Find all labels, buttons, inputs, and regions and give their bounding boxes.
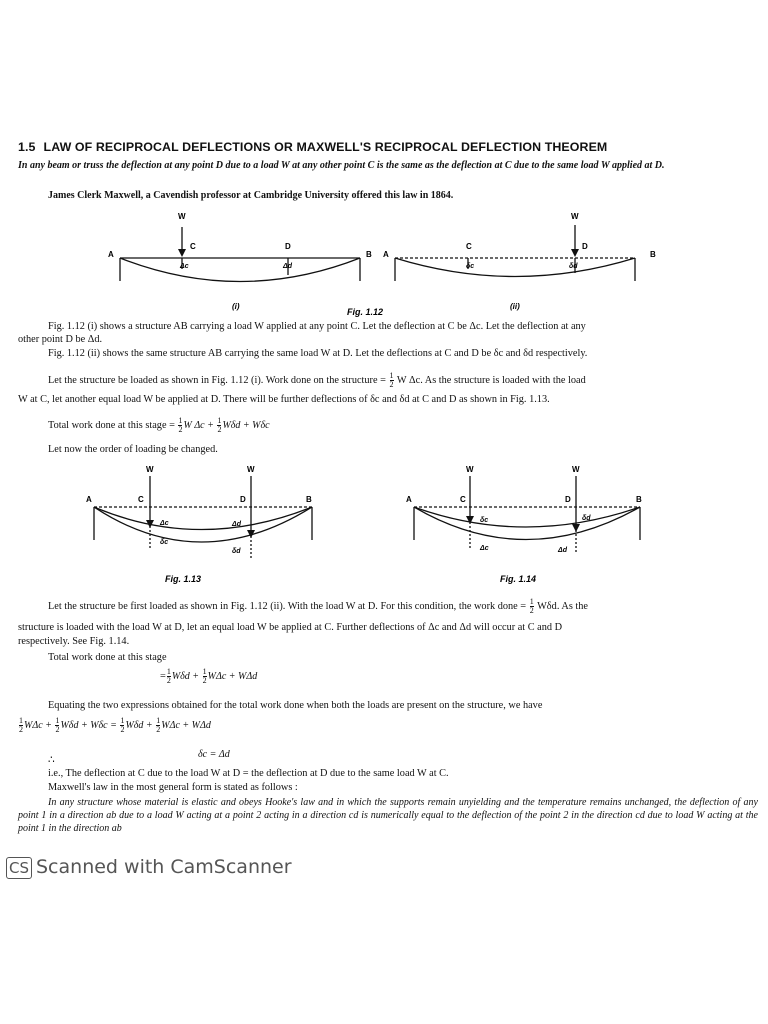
- para-3a-pre: Let the structure be loaded as shown in Fig. 1.12 (i). Work done on the structure =: [48, 374, 386, 386]
- svg-text:Δd: Δd: [558, 547, 567, 554]
- para-3a-post: W Δc. As the structure is loaded with the load: [396, 374, 586, 386]
- camscanner-logo-icon: CS: [6, 857, 32, 879]
- deflected-curve-i: [120, 258, 360, 282]
- therefore-symbol: ∴: [48, 755, 55, 766]
- figure-1-13: [80, 462, 330, 588]
- svg-text:W: W: [247, 465, 255, 474]
- section-heading: [18, 140, 758, 154]
- svg-text:Δc: Δc: [480, 545, 489, 552]
- section-title: LAW OF RECIPROCAL DEFLECTIONS OR MAXWELL'S RECIPROCAL DEFLECTION THEOREM: [43, 140, 608, 154]
- svg-text:δd: δd: [582, 515, 591, 522]
- total-work-2-label: Total work done at this stage: [48, 652, 167, 663]
- result-equation: δc = Δd: [198, 749, 230, 760]
- label-c-i: C: [190, 242, 196, 251]
- svg-text:C: C: [460, 495, 466, 504]
- svg-text:D: D: [240, 495, 246, 504]
- para-1b: other point D be Δd.: [18, 334, 103, 345]
- svg-text:W: W: [572, 465, 580, 474]
- deflected-curve-ii: [395, 258, 635, 277]
- para-3a: [48, 372, 763, 389]
- svg-text:W: W: [466, 465, 474, 474]
- scanner-watermark: [6, 856, 292, 879]
- fig-1-14-caption: Fig. 1.14: [500, 574, 537, 584]
- label-delta-c-i: Δc: [180, 263, 189, 270]
- subfig-i-label: (i): [232, 302, 240, 311]
- svg-text:D: D: [565, 495, 571, 504]
- svg-text:Δc: Δc: [160, 520, 169, 527]
- equation-main: $\frac{1}{2}$ WΔc + $\frac{1}{2}$ Wδd + Wδc = $\frac{1}{2}$ Wδd + $\frac{1}{2}$ WΔc + WΔd: [19, 716, 211, 734]
- label-a-i: A: [108, 250, 114, 259]
- svg-text:δc: δc: [160, 539, 169, 546]
- section-number: 1.5: [18, 140, 36, 154]
- svg-text:C: C: [138, 495, 144, 504]
- intro-statement: In any beam or truss the deflection at any point D due to a load W at any other point C is the same as the deflection at C due to the same load W applied at D.: [18, 160, 665, 171]
- para-2: Fig. 1.12 (ii) shows the same structure AB carrying the same load W at D. Let the deflections at C and D be δc and δd respectively.: [48, 348, 588, 359]
- ie-statement: i.e., The deflection at C due to the load W at D = the deflection at D due to the same load W at C.: [48, 768, 449, 779]
- figure-1-14: [400, 462, 660, 588]
- label-b-i: B: [366, 250, 372, 259]
- label-b-ii: B: [650, 250, 656, 259]
- label-d-i: D: [285, 242, 291, 251]
- label-delta-d-i: Δd: [283, 263, 292, 270]
- general-intro: Maxwell's law in the most general form is stated as follows :: [48, 782, 298, 793]
- para-4a: Let the structure be first loaded as shown in Fig. 1.12 (ii). With the load W at D. For this condition, the work done = $\frac{1}{2}$ Wδd. As the: [48, 597, 588, 615]
- label-d-ii: D: [582, 242, 588, 251]
- label-w-i: W: [178, 212, 186, 221]
- svg-text:δc: δc: [480, 517, 489, 524]
- fig-1-13-caption: Fig. 1.13: [165, 574, 202, 584]
- scanner-text: Scanned with CamScanner: [36, 856, 292, 878]
- order-change-text: Let now the order of loading be changed.: [48, 444, 218, 455]
- fig-1-12-caption: Fig. 1.12: [347, 307, 384, 317]
- para-1a: Fig. 1.12 (i) shows a structure AB carrying a load W applied at any point C. Let the deflection at C be Δc. Let the deflection at any: [48, 321, 586, 332]
- general-law: In any structure whose material is elastic and obeys Hooke's law and in which the supports remain unyielding and the temperature remains unchanged, the deflection of any point 1 in a direction ab due to a load W acting at a point 2 acting in a direction cd is numerically equal to the deflection of the point 2 in the direction cd due to load W acting at the point 1 in the direction ab: [18, 797, 758, 834]
- fraction-half: $\frac{1}{2}$: [389, 371, 394, 389]
- label-small-delta-d-ii: δd: [569, 263, 578, 270]
- svg-text:W: W: [146, 465, 154, 474]
- svg-text:Δd: Δd: [232, 521, 241, 528]
- label-c-ii: C: [466, 242, 472, 251]
- equating-text: Equating the two expressions obtained for the total work done when both the loads are present on the structure, we have: [48, 700, 543, 711]
- subfig-ii-label: (ii): [510, 302, 520, 311]
- para-4c: respectively. See Fig. 1.14.: [18, 636, 130, 647]
- svg-text:A: A: [86, 495, 92, 504]
- label-a-ii: A: [383, 250, 389, 259]
- svg-text:A: A: [406, 495, 412, 504]
- history-text: James Clerk Maxwell, a Cavendish professor at Cambridge University offered this law in 1864.: [48, 190, 454, 201]
- para-3b: W at C, let another equal load W be applied at D. There will be further deflections of δc and δd at C and D as shown in Fig. 1.13.: [18, 394, 550, 405]
- svg-text:B: B: [636, 495, 642, 504]
- para-4b: structure is loaded with the load W at D, let an equal load W be applied at C. Further deflections of Δc and Δd will occur at C and D: [18, 622, 563, 633]
- total-work-2-expression: = $\frac{1}{2}$ Wδd + $\frac{1}{2}$ WΔc + WΔd: [160, 667, 258, 685]
- label-small-delta-c-ii: δc: [466, 263, 475, 270]
- figure-1-12: [90, 205, 670, 320]
- label-w-ii: W: [571, 212, 579, 221]
- svg-text:δd: δd: [232, 548, 241, 555]
- total-work-1: Total work done at this stage = $\frac{1}{2}$ W Δc + $\frac{1}{2}$ Wδd + Wδc: [48, 416, 270, 434]
- svg-text:B: B: [306, 495, 312, 504]
